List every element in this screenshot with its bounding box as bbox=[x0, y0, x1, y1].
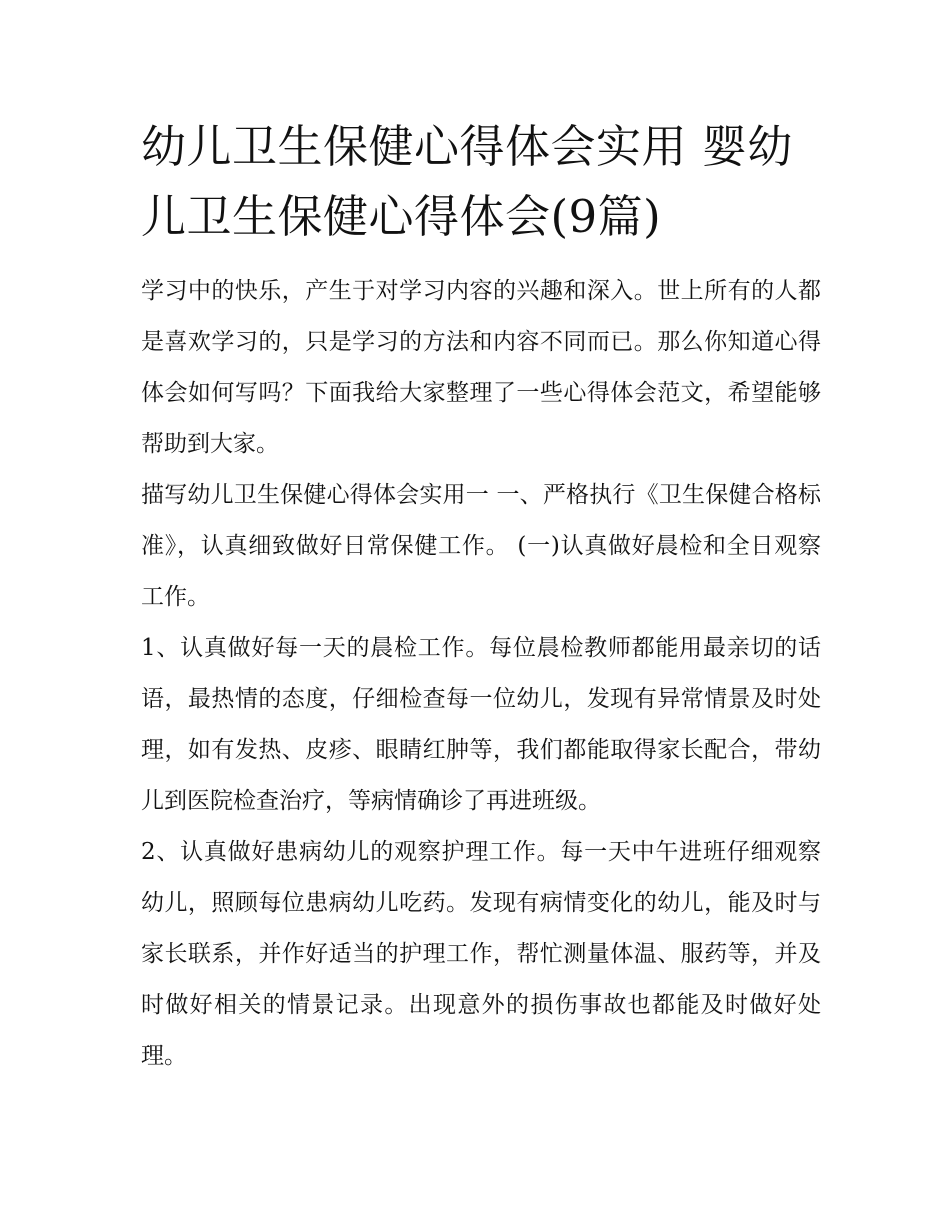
paragraph-item-1: 1、认真做好每一天的晨检工作。每位晨检教师都能用最亲切的话语，最热情的态度，仔细检查每一位幼儿，发现有异常情景及时处理，如有发热、皮疹、眼睛红肿等，我们都能取得家长配合，带幼儿到医院检查治疗，等病情确诊了再进班级。 bbox=[141, 635, 821, 814]
paragraph-section-one: 描写幼儿卫生保健心得体会实用一 一、严格执行《卫生保健合格标准》，认真细致做好日常保健工作。 (一)认真做好晨检和全日观察工作。 bbox=[141, 482, 821, 610]
title-spacer bbox=[141, 252, 821, 266]
paragraph-item-2: 2、认真做好患病幼儿的观察护理工作。每一天中午进班仔细观察幼儿，照顾每位患病幼儿吃药。发现有病情变化的幼儿，能及时与家长联系，并作好适当的护理工作，帮忙测量体温、服药等，并及时做好相关的情景记录。出现意外的损伤事故也都能及时做好处理。 bbox=[141, 839, 821, 1069]
document-body bbox=[141, 112, 821, 1082]
paragraph-intro: 学习中的快乐，产生于对学习内容的兴趣和深入。世上所有的人都是喜欢学习的，只是学习的方法和内容不同而已。那么你知道心得体会如何写吗？下面我给大家整理了一些心得体会范文，希望能够帮助到大家。 bbox=[141, 278, 821, 457]
document-title: 幼儿卫生保健心得体会实用 婴幼儿卫生保健心得体会(9篇) bbox=[141, 120, 793, 243]
